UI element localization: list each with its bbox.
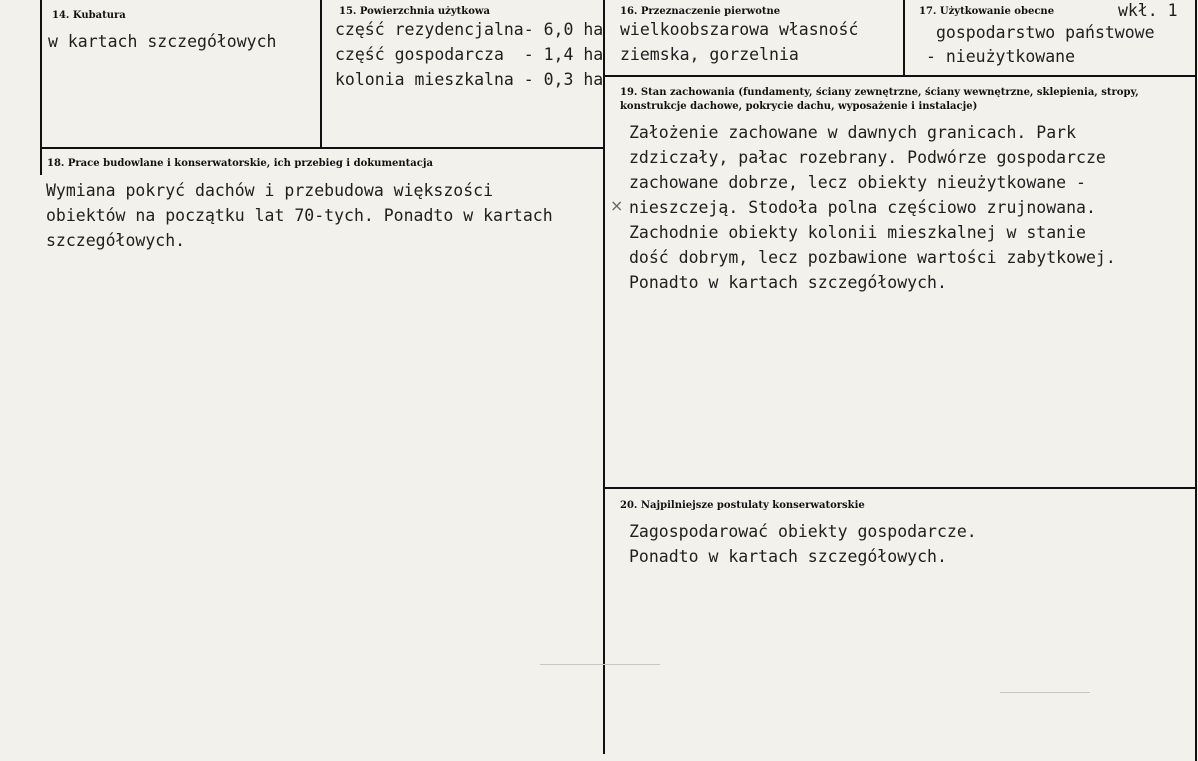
uzytkowanie-label: 17. Użytkowanie obecne <box>919 6 1055 17</box>
przeznaczenie-line: wielkoobszarowa własność <box>620 20 859 39</box>
divider-16-17 <box>903 0 905 76</box>
stan-line: nieszczeją. Stodoła polna częściowo zrujnowana. <box>629 198 1096 217</box>
przeznaczenie-line: ziemska, gorzelnia <box>620 45 799 64</box>
prace-label: 18. Prace budowlane i konserwatorskie, ich przebieg i dokumentacja <box>47 158 433 169</box>
uzytkowanie-annotation: wkł. 1 <box>1118 1 1178 20</box>
paper-smudge <box>540 664 660 665</box>
stan-line: zdziczały, pałac rozebrany. Podwórze gospodarcze <box>629 148 1106 167</box>
divider-row-18 <box>40 147 605 149</box>
powierzchnia-label: 15. Powierzchnia użytkowa <box>339 6 490 17</box>
prace-line: obiektów na początku lat 70-tych. Ponadto w kartach <box>46 206 553 225</box>
kubatura-label: 14. Kubatura <box>52 10 126 21</box>
stan-label: 19. Stan zachowania (fundamenty, ściany zewnętrzne, ściany wewnętrzne, sklepienia, stropy, konstrukcje dachowe, pokrycie dachu, wyposażenie i instalacje) <box>620 87 1139 112</box>
stan-line: Założenie zachowane w dawnych granicach. Park <box>629 123 1077 142</box>
stan-line: dość dobrym, lecz pozbawione wartości zabytkowej. <box>629 248 1116 267</box>
paper-smudge <box>1000 692 1090 693</box>
margin-cross-mark: × <box>610 196 624 215</box>
prace-line: szczegółowych. <box>46 231 186 250</box>
postulaty-line: Ponadto w kartach szczegółowych. <box>629 547 947 566</box>
card-right-border <box>1195 0 1197 761</box>
przeznaczenie-label: 16. Przeznaczenie pierwotne <box>620 6 781 17</box>
powierzchnia-line: część rezydencjalna- 6,0 ha <box>335 20 604 39</box>
uzytkowanie-line: - nieużytkowane <box>926 47 1076 66</box>
postulaty-line: Zagospodarować obiekty gospodarcze. <box>629 522 977 541</box>
powierzchnia-line: kolonia mieszkalna - 0,3 ha <box>335 70 604 89</box>
divider-top-right <box>603 75 1197 77</box>
divider-row-20 <box>603 487 1197 489</box>
stan-line: zachowane dobrze, lecz obiekty nieużytkowane - <box>629 173 1086 192</box>
stan-line: Ponadto w kartach szczegółowych. <box>629 273 947 292</box>
powierzchnia-line: część gospodarcza - 1,4 ha <box>335 45 604 64</box>
prace-line: Wymiana pokryć dachów i przebudowa większości <box>46 181 494 200</box>
divider-14-15 <box>320 0 322 148</box>
kubatura-value: w kartach szczegółowych <box>48 32 277 51</box>
uzytkowanie-line: gospodarstwo państwowe <box>936 23 1155 42</box>
divider-15-16 <box>603 0 605 754</box>
postulaty-label: 20. Najpilniejsze postulaty konserwatorskie <box>620 500 865 511</box>
stan-line: Zachodnie obiekty kolonii mieszkalnej w stanie <box>629 223 1086 242</box>
